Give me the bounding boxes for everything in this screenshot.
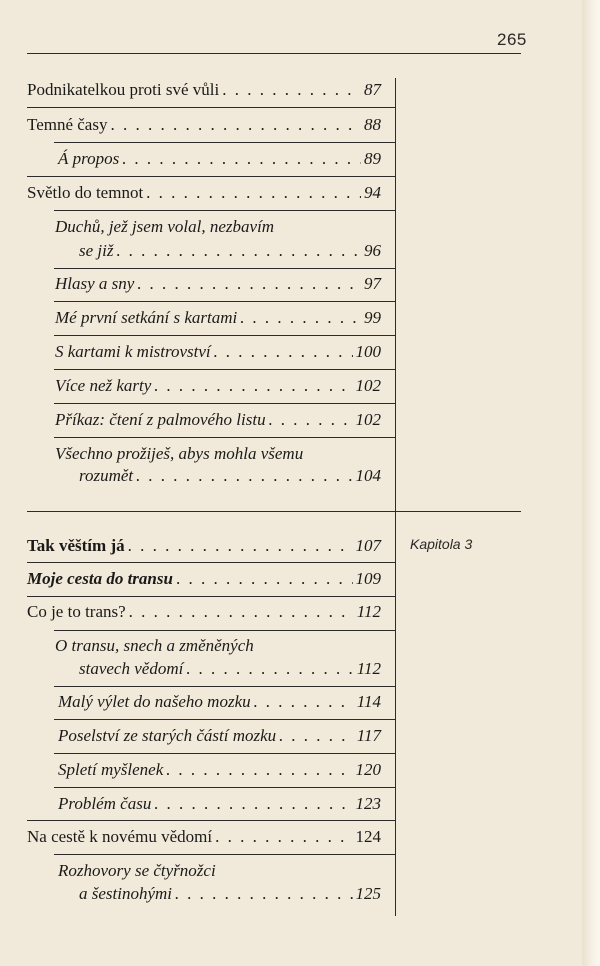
toc-entry (79, 240, 381, 261)
separator (54, 369, 395, 370)
toc-entry-page: 120 (355, 760, 381, 779)
page-edge (582, 0, 600, 966)
dot-leader (254, 691, 354, 712)
dot-leader (222, 79, 361, 100)
toc-entry (58, 725, 381, 746)
toc-entry-page: 87 (364, 80, 381, 99)
toc-entry-page: 124 (355, 827, 381, 846)
toc-entry-title-line1: Všechno prožiješ, abys mohla všemu (55, 444, 304, 463)
toc-entry-title: Á propos (58, 149, 120, 168)
toc-entry-title: Problém času (58, 794, 152, 813)
toc-entry-title: Mé první setkání s kartami (55, 308, 238, 327)
toc-entry (55, 409, 381, 430)
toc-entry-title: rozumět (79, 466, 134, 485)
toc-entry-page: 109 (355, 569, 381, 588)
toc-entry-title: Malý výlet do našeho mozku (58, 692, 251, 711)
separator (27, 107, 395, 108)
dot-leader (215, 826, 352, 847)
toc-entry-page: 125 (355, 884, 381, 903)
page-number: 265 (497, 30, 527, 49)
chapter-separator (27, 511, 521, 512)
toc-entry (27, 568, 381, 589)
separator (54, 686, 395, 687)
dot-leader (175, 883, 352, 904)
toc-entry-title: Temné časy (27, 115, 108, 134)
toc-entry-page: 117 (356, 726, 381, 745)
separator (54, 854, 395, 855)
toc-entry (79, 658, 381, 679)
dot-leader (166, 759, 352, 780)
separator (54, 210, 395, 211)
separator (27, 820, 395, 821)
separator (54, 787, 395, 788)
dot-leader (240, 307, 361, 328)
toc-entry-page: 96 (364, 241, 381, 260)
toc-entry-title: Příkaz: čtení z palmového listu (55, 410, 266, 429)
toc-entry-title: se již (79, 241, 114, 260)
toc-entry (27, 601, 381, 622)
toc-entry-page: 114 (356, 692, 381, 711)
dot-leader (137, 273, 361, 294)
dot-leader (186, 658, 353, 679)
toc-entry (27, 182, 381, 203)
dot-leader (176, 568, 353, 589)
dot-leader (136, 465, 352, 486)
toc-entry-page: 100 (355, 342, 381, 361)
dot-leader (116, 240, 361, 261)
separator (27, 562, 395, 563)
toc-entry (27, 114, 381, 135)
dot-leader (154, 793, 352, 814)
toc-entry-page: 102 (355, 376, 381, 395)
separator (54, 630, 395, 631)
toc-entry (55, 307, 381, 328)
toc-entry-title-line1: Rozhovory se čtyřnožci (58, 861, 216, 880)
toc-entry-title: stavech vědomí (79, 659, 184, 678)
toc-entry (79, 465, 381, 486)
separator (27, 176, 395, 177)
toc-entry (27, 826, 381, 847)
toc-entry-page: 102 (355, 410, 381, 429)
toc-entry (58, 759, 381, 780)
dot-leader (269, 409, 353, 430)
toc-entry-title: Spletí myšlenek (58, 760, 164, 779)
toc-entry (55, 273, 381, 294)
toc-entry-title: Podnikatelkou proti své vůli (27, 80, 220, 99)
toc-entry (79, 883, 381, 904)
toc-entry (58, 793, 381, 814)
separator (54, 719, 395, 720)
toc-entry-page: 112 (356, 659, 381, 678)
dot-leader (128, 535, 353, 556)
toc-entry-title: Poselství ze starých částí mozku (58, 726, 277, 745)
toc-entry-title: Co je to trans? (27, 602, 126, 621)
toc-entry (55, 341, 381, 362)
separator (54, 437, 395, 438)
header-rule (27, 53, 521, 54)
toc-entry-title: S kartami k mistrovství (55, 342, 211, 361)
toc-entry-page: 94 (364, 183, 381, 202)
toc-entry-title: Moje cesta do transu (27, 569, 173, 588)
separator (54, 335, 395, 336)
toc-entry (27, 79, 381, 100)
column-rule (395, 78, 396, 916)
toc-entry (55, 375, 381, 396)
toc-entry-title-line1: O transu, snech a změněných (55, 636, 254, 655)
toc-entry-title: Světlo do temnot (27, 183, 144, 202)
separator (54, 301, 395, 302)
separator (27, 596, 395, 597)
toc-entry (27, 535, 381, 556)
dot-leader (279, 725, 354, 746)
toc-entry-title: Tak věštím já (27, 536, 125, 555)
dot-leader (154, 375, 352, 396)
toc-entry-page: 89 (364, 149, 381, 168)
toc-entry-page: 112 (356, 602, 381, 621)
dot-leader (129, 601, 354, 622)
toc-entry-title-line1: Duchů, jež jsem volal, nezbavím (55, 217, 275, 236)
toc-entry (58, 148, 381, 169)
separator (54, 268, 395, 269)
dot-leader (146, 182, 361, 203)
toc-entry-title: Více než karty (55, 376, 152, 395)
toc-entry-title: a šestinohými (79, 884, 173, 903)
toc-entry-title: Hlasy a sny (55, 274, 135, 293)
separator (54, 753, 395, 754)
dot-leader (214, 341, 353, 362)
toc-entry-page: 104 (355, 466, 381, 485)
separator (54, 142, 395, 143)
toc-entry (58, 691, 381, 712)
dot-leader (122, 148, 361, 169)
toc-entry-page: 107 (355, 536, 381, 555)
toc-entry-page: 88 (364, 115, 381, 134)
toc-entry-page: 97 (364, 274, 381, 293)
chapter-side-note: Kapitola 3 (410, 536, 473, 552)
toc-entry-title: Na cestě k novému vědomí (27, 827, 213, 846)
dot-leader (110, 114, 361, 135)
toc-entry-page: 123 (355, 794, 381, 813)
toc-entry-page: 99 (364, 308, 381, 327)
separator (54, 403, 395, 404)
